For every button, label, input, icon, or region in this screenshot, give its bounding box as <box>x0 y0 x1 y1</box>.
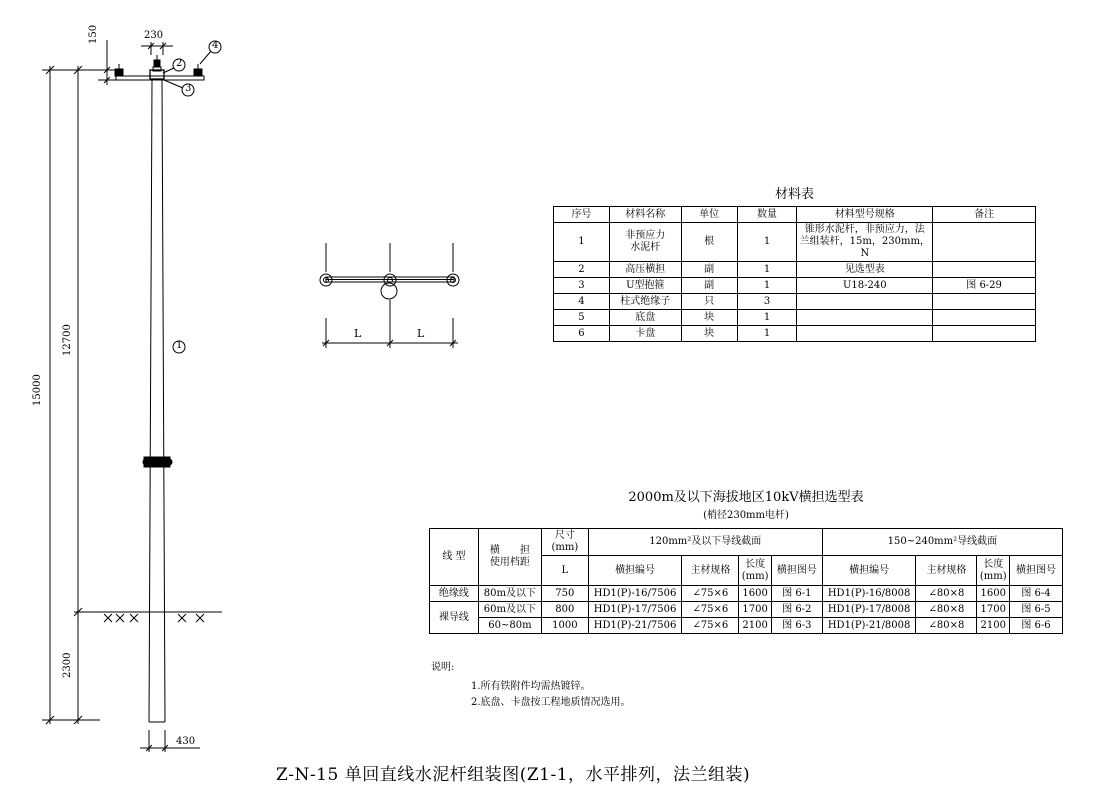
cell-spec <box>797 294 933 310</box>
drawing-caption: Z-N-15 单回直线水泥杆组装图(Z1-1，水平排列，法兰组装) <box>276 765 751 785</box>
cell-L: 750 <box>541 586 588 602</box>
header-cell: 序号 <box>554 207 610 223</box>
dim-below-label: 2300 <box>62 652 73 678</box>
cell-note <box>933 294 1036 310</box>
plan-view <box>320 243 459 348</box>
header-len-line1: 长度 <box>745 558 766 570</box>
cell-qty: 1 <box>737 278 797 294</box>
cell-fig: 图 6-4 <box>1010 586 1063 602</box>
cell-unit: 副 <box>681 278 737 294</box>
header-code-2: 横担编号 <box>822 556 916 586</box>
cell-code: HD1(P)-21/8008 <box>822 618 916 634</box>
cell-qty: 1 <box>737 326 797 342</box>
header-code-1: 横担编号 <box>588 556 682 586</box>
dim-above-ground <box>74 66 96 724</box>
cell-fig: 图 6-5 <box>1010 602 1063 618</box>
header-main-1: 主材规格 <box>682 556 739 586</box>
cell-unit: 块 <box>681 326 737 342</box>
header-fig-1: 横担图号 <box>771 556 822 586</box>
cell-fig: 图 6-1 <box>771 586 822 602</box>
cell-L: 1000 <box>541 618 588 634</box>
dim-top-width <box>141 42 173 55</box>
table-row <box>430 586 1063 602</box>
note-item-1: 1.所有铁附件均需热镀锌。 <box>471 681 591 692</box>
header-cell: 单位 <box>681 207 737 223</box>
cell-main: ∠75×6 <box>682 618 739 634</box>
table-row <box>430 602 1063 618</box>
header-group-2: 150~240mm²导线截面 <box>822 529 1062 556</box>
cell-no: 4 <box>554 294 610 310</box>
header-L: L <box>541 556 588 586</box>
header-span <box>478 529 541 586</box>
dim-top-gap-label: 150 <box>88 24 99 44</box>
select-header-row-1 <box>430 529 1063 556</box>
dim-total <box>42 66 108 724</box>
header-span-line1: 横 担 <box>489 545 530 556</box>
cross-arm <box>116 67 204 80</box>
table-row <box>554 223 1036 262</box>
header-cell: 数量 <box>737 207 797 223</box>
pole-right-edge <box>162 80 165 722</box>
cell-spec-line1: 锥形水泥杆，非预应力，法 <box>804 224 925 235</box>
header-line-type: 线 型 <box>430 529 479 586</box>
dim-top-gap <box>98 40 116 85</box>
cell-code: HD1(P)-16/7506 <box>588 586 682 602</box>
cell-len: 1600 <box>977 586 1010 602</box>
material-header-row <box>554 207 1036 223</box>
cell-name: 卡盘 <box>609 326 681 342</box>
cell-unit: 根 <box>681 223 737 262</box>
cell-main: ∠75×6 <box>682 586 739 602</box>
dim-above-label: 12700 <box>62 324 73 356</box>
select-table <box>429 528 1063 634</box>
cell-fig: 图 6-3 <box>771 618 822 634</box>
header-cell: 材料型号规格 <box>797 207 933 223</box>
cell-main: ∠80×8 <box>916 618 977 634</box>
cell-L: 800 <box>541 602 588 618</box>
table-row <box>554 326 1036 342</box>
cell-note <box>933 262 1036 278</box>
cell-code: HD1(P)-21/7506 <box>588 618 682 634</box>
callout-3: 3 <box>185 83 192 94</box>
header-span-line2: 使用档距 <box>489 557 530 568</box>
table-row <box>430 618 1063 634</box>
header-cell: 材料名称 <box>609 207 681 223</box>
cell-len: 2100 <box>739 618 772 634</box>
dim-base-label: 430 <box>176 736 196 747</box>
material-table-title: 材料表 <box>774 187 814 202</box>
pole-left-edge <box>149 80 152 722</box>
cell-spec: 见选型表 <box>797 262 933 278</box>
callout-1: 1 <box>176 340 183 351</box>
cell-no: 1 <box>554 223 610 262</box>
cell-spec: U18-240 <box>797 278 933 294</box>
callout-4: 4 <box>212 40 219 51</box>
flange-joint <box>143 457 172 467</box>
cell-spec <box>797 223 933 262</box>
cell-name-line2: 水泥杆 <box>630 242 661 253</box>
cell-code: HD1(P)-16/8008 <box>822 586 916 602</box>
header-group-1: 120mm²及以下导线截面 <box>588 529 822 556</box>
cell-len: 1700 <box>977 602 1010 618</box>
cell-code: HD1(P)-17/8008 <box>822 602 916 618</box>
cell-span: 60~80m <box>478 618 541 634</box>
cell-type: 绝缘线 <box>430 586 479 602</box>
cell-qty: 1 <box>737 223 797 262</box>
notes-heading: 说明: <box>431 662 455 673</box>
insulator-left <box>115 64 123 76</box>
cell-main: ∠75×6 <box>682 602 739 618</box>
cell-name <box>609 223 681 262</box>
select-table-subtitle: (梢径230mm电杆) <box>703 510 789 521</box>
cell-len: 2100 <box>977 618 1010 634</box>
table-row <box>554 294 1036 310</box>
cell-no: 6 <box>554 326 610 342</box>
cell-main: ∠80×8 <box>916 586 977 602</box>
cell-code: HD1(P)-17/7506 <box>588 602 682 618</box>
cell-name-line1: 非预应力 <box>625 230 666 241</box>
header-cell: 备注 <box>933 207 1036 223</box>
cell-main: ∠80×8 <box>916 602 977 618</box>
cell-type: 裸导线 <box>430 602 479 634</box>
header-fig-2: 横担图号 <box>1010 556 1063 586</box>
select-table-title: 2000m及以下海拔地区10kV横担选型表 <box>628 490 864 505</box>
cell-qty: 1 <box>737 262 797 278</box>
cell-note <box>933 310 1036 326</box>
cell-fig: 图 6-2 <box>771 602 822 618</box>
header-size: 尺寸(mm) <box>541 529 588 556</box>
note-item-2: 2.底盘、卡盘按工程地质情况选用。 <box>471 697 631 708</box>
dim-top-width-label: 230 <box>144 30 164 41</box>
cell-name: U型抱箍 <box>609 278 681 294</box>
cell-note: 图 6-29 <box>933 278 1036 294</box>
table-row <box>554 310 1036 326</box>
cell-unit: 副 <box>681 262 737 278</box>
header-len-2 <box>977 556 1010 586</box>
material-table <box>553 206 1036 342</box>
callout-2: 2 <box>176 58 183 69</box>
header-len-line2: (mm) <box>741 570 769 582</box>
table-row <box>554 262 1036 278</box>
insulator-right <box>194 64 202 76</box>
cell-no: 5 <box>554 310 610 326</box>
cell-note <box>933 223 1036 262</box>
cell-len: 1600 <box>739 586 772 602</box>
span-label-1: L <box>354 327 362 340</box>
span-label-2: L <box>417 327 425 340</box>
cell-name: 底盘 <box>609 310 681 326</box>
cell-unit: 块 <box>681 310 737 326</box>
table-row <box>554 278 1036 294</box>
cell-qty: 3 <box>737 294 797 310</box>
dim-total-label: 15000 <box>32 374 43 406</box>
header-main-2: 主材规格 <box>916 556 977 586</box>
cell-fig: 图 6-6 <box>1010 618 1063 634</box>
cell-spec-line2: 兰组装杆，15m，230mm，N <box>799 236 930 259</box>
cell-spec <box>797 326 933 342</box>
cell-note <box>933 326 1036 342</box>
header-len-1 <box>739 556 772 586</box>
cell-no: 3 <box>554 278 610 294</box>
insulator-middle <box>154 55 160 67</box>
cell-name: 柱式绝缘子 <box>609 294 681 310</box>
cell-spec <box>797 310 933 326</box>
cell-name: 高压横担 <box>609 262 681 278</box>
cell-no: 2 <box>554 262 610 278</box>
cell-len: 1700 <box>739 602 772 618</box>
header-len-line1: 长度 <box>983 558 1004 570</box>
cell-unit: 只 <box>681 294 737 310</box>
header-len-line2: (mm) <box>979 570 1007 582</box>
cell-span: 80m及以下 <box>478 586 541 602</box>
cell-span: 60m及以下 <box>478 602 541 618</box>
cell-qty: 1 <box>737 310 797 326</box>
